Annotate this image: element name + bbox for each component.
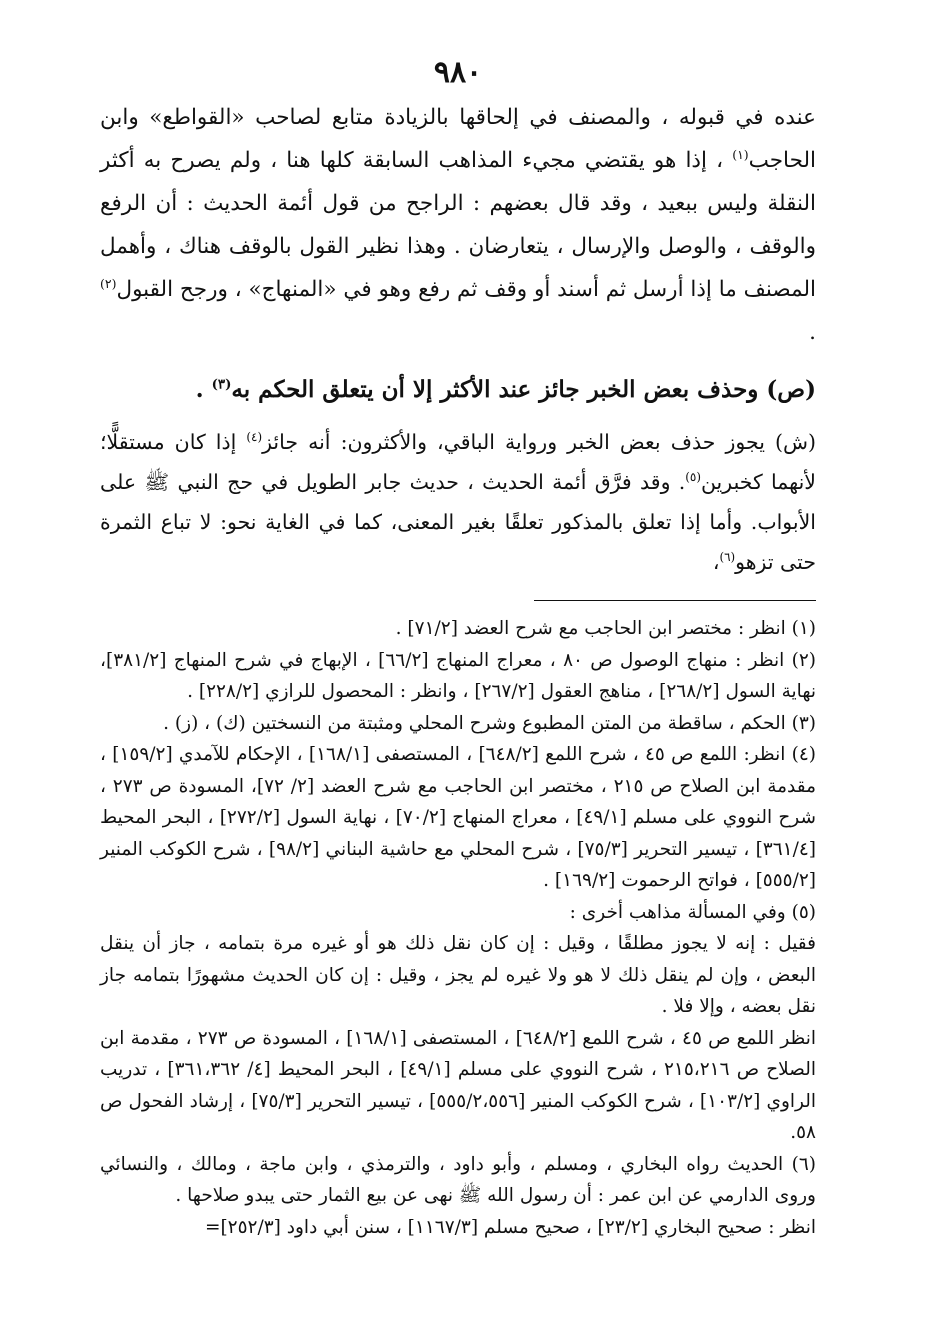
sharh-paragraph — [100, 422, 816, 582]
footnote-4 — [100, 739, 816, 897]
footnote-number: (٣) — [791, 712, 816, 734]
footnote-1 — [100, 613, 816, 645]
matn-end: . — [195, 376, 212, 403]
footnote-ref-3: (٣) — [211, 376, 232, 393]
footnote-6-references: انظر : صحيح البخاري [٢٣/٢] ، صحيح مسلم [١١٦٧/٣] ، سنن أبي داود [٢٥٢/٣]= — [204, 1216, 816, 1238]
sharh-text-run: (ش) يجوز حذف بعض الخبر ورواية الباقي، والأكثرون: أنه جائز — [262, 430, 817, 454]
body-text-run: . — [809, 320, 816, 345]
footnote-number: (٦) — [791, 1153, 816, 1175]
body-paragraph-1 — [100, 96, 816, 354]
footnote-5 — [100, 897, 816, 929]
footnote-5-references: انظر اللمع ص ٤٥ ، شرح اللمع [٦٤٨/٢] ، المستصفى [١٦٨/١] ، المسودة ص ٢٧٣ ، مقدمة ابن الصلاح ص ٢١٥،٢١٦ ، شرح النووي على مسلم [٤٩/١] ، البحر المحيط [٤/ ٣٦١،٣٦٢] ، تدريب الراوي [١٠٣/٢] ، شرح الكوكب المنير [٥٥٥/٢،٥٥٦] ، تيسير التحرير [٧٥/٣] ، إرشاد الفحول ص ٥٨. — [100, 1027, 817, 1143]
footnote-ref-6: (٦) — [719, 550, 736, 565]
matn-text: (ص) وحذف بعض الخبر جائز عند الأكثر إلا أن يتعلق الحكم به — [231, 376, 816, 403]
document-page — [100, 56, 816, 1243]
footnotes — [100, 613, 816, 1243]
footnote-text: الحكم ، ساقطة من المتن المطبوع وشرح المحلي ومثبتة من النسختين (ك) ، (ز) . — [163, 712, 786, 734]
footnote-text: وفي المسألة مذاهب أخرى : — [569, 901, 786, 923]
footnote-6 — [100, 1149, 816, 1212]
footnote-text: انظر : منهاج الوصول ص ٨٠ ، معراج المنهاج [٦٦/٢] ، الإبهاج في شرح المنهاج [٣٨١/٢]، نهاية السول [٢٦٨/٢] ، مناهج العقول [٢٦٧/٢] ، وانظر : المحصول للرازي [٢٢٨/٢] . — [100, 649, 816, 702]
sharh-text-run: ، — [712, 550, 720, 574]
footnote-separator — [534, 600, 816, 601]
footnote-ref-5: (٥) — [685, 470, 701, 485]
footnote-text: انظر: اللمع ص ٤٥ ، شرح اللمع [٦٤٨/٢] ، المستصفى [١٦٨/١] ، الإحكام للآمدي [١٥٩/٢] ، مقدمة ابن الصلاح ص ٢١٥ ، مختصر ابن الحاجب مع شرح العضد [٢/ ٧٢]، المسودة ص ٢٧٣ ، شرح النووي على مسلم [٤٩/١] ، معراج المنهاج [٧٠/٢] ، نهاية السول [٢٧٢/٢] ، البحر المحيط [٣٦١/٤] ، تيسير التحرير [٧٥/٣] ، شرح المحلي مع حاشية البناني [٩٨/٢] ، شرح الكوكب المنير [٥٥٥/٢] ، فواتح الرحموت [١٦٩/٢] . — [100, 744, 817, 891]
footnote-text: الحديث رواه البخاري ، ومسلم ، وأبو داود ، والترمذي ، وابن ماجة ، ومالك ، والنسائي وروى الدارمي عن ابن عمر : أن رسول الله ﷺ نهى عن بيع الثمار حتى يبدو صلاحها . — [100, 1153, 816, 1206]
body-text-run: عنده في قبوله ، والمصنف في إلحاقها بالزيادة متابع لصاحب «القواطع» وابن الحاجب — [100, 105, 816, 173]
footnote-2 — [100, 645, 816, 708]
matn-statement — [100, 368, 816, 412]
footnote-5-detail: فقيل : إنه لا يجوز مطلقًا ، وقيل : إن كان نقل ذلك هو أو غيره مرة بتمامه ، جاز أن ينقل البعض ، وإن لم ينقل ذلك لا هو ولا غيره لم يجز ، وقيل : إن كان الحديث مشهورًا بتمامه جاز نقل بعضه ، وإلا فلا . — [100, 933, 816, 1017]
body-text-run: ، إذا هو يقتضي مجيء المذاهب السابقة كلها هنا ، ولم يصرح به أكثر النقلة وليس ببعيد ، وقد قال بعضهم : الراجح من قول أئمة الحديث : أن الرفع والوقف ، والوصل والإرسال ، يتعارضان . وهذا نظير القول بالوقف هناك ، وأهمل المصنف ما إذا أرسل ثم أسند أو وقف ثم رفع وهو في «المنهاج» ، ورجح القبول — [100, 148, 816, 302]
page-number: ٩٨٠ — [433, 55, 483, 90]
sharh-text-run: إذا كان مستقلًّا؛ لأنهما كخبرين — [100, 430, 816, 494]
footnote-3 — [100, 708, 816, 740]
footnote-number: (٤) — [791, 744, 816, 765]
footnote-number: (١) — [791, 618, 816, 639]
footnote-ref-4: (٤) — [246, 430, 263, 445]
footnote-number: (٥) — [791, 901, 816, 923]
footnote-number: (٢) — [791, 649, 816, 671]
footnote-ref-2: (٢) — [100, 275, 117, 291]
footnote-text: انظر : مختصر ابن الحاجب مع شرح العضد [٧١/٢] . — [395, 618, 786, 639]
footnote-ref-1: (١) — [732, 146, 749, 162]
sharh-text-run: . وقد فرَّق أئمة الحديث ، حديث جابر الطويل في حج النبي ﷺ على الأبواب. وأما إذا تعلق بالمذكور تعلقًا بغير المعنى، كما في الغاية نحو: لا تباع الثمرة حتى تزهو — [100, 470, 816, 574]
